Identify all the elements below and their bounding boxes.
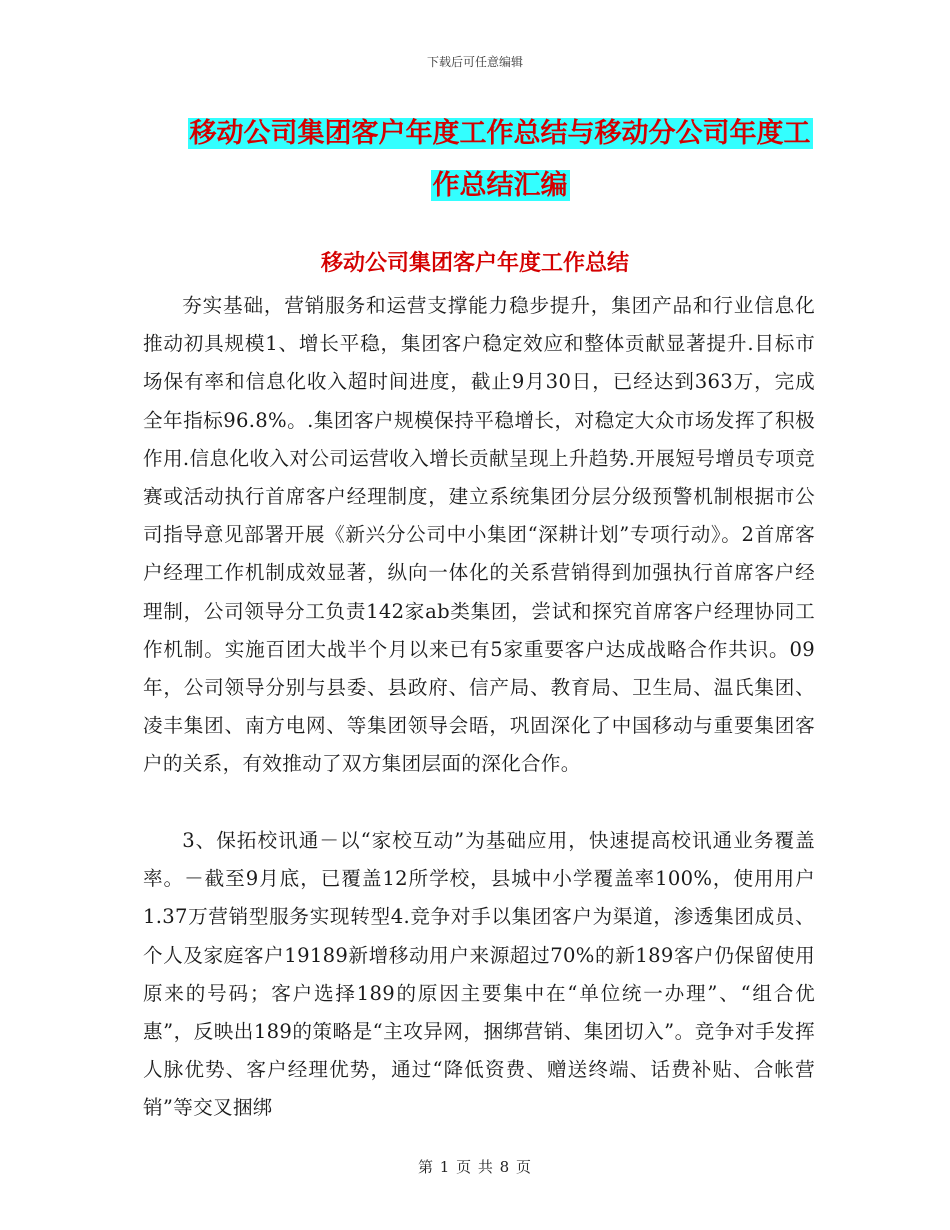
body-paragraph-1: 夯实基础，营销服务和运营支撑能力稳步提升，集团产品和行业信息化推动初具规模1、增长平稳，集团客户稳定效应和整体贡献显著提升.目标市场保有率和信息化收入超时间进度，截止9月30日，已经达到363万，完成全年指标96.8%。.集团客户规模保持平稳增长，对稳定大众市场发挥了积极作用.信息化收入对公司运营收入增长贡献呈现上升趋势.开展短号增员专项竞赛或活动执行首席客户经理制度，建立系统集团分层分级预警机制根据市公司指导意见部署开展《新兴分公司中小集团“深耕计划”专项行动》。2首席客户经理工作机制成效显著，纵向一体化的关系营销得到加强执行首席客户经理制，公司领导分工负责142家ab类集团，尝试和探究首席客户经理协同工作机制。实施百团大战半个月以来已有5家重要客户达成战略合作共识。09年，公司领导分别与县委、县政府、信产局、教育局、卫生局、温氏集团、凌丰集团、南方电网、等集团领导会晤，巩固深化了中国移动与重要集团客户的关系，有效推动了双方集团层面的深化合作。	[143, 294, 815, 776]
document-title-line2: 作总结汇编	[432, 170, 568, 201]
document-title	[180, 108, 820, 212]
section-title: 移动公司集团客户年度工作总结	[320, 250, 629, 276]
document-title-line1: 移动公司集团客户年度工作总结与移动分公司年度工	[189, 118, 811, 149]
page-header-note: 下载后可任意编辑	[426, 55, 523, 69]
page-number-footer: 第 1 页 共 8 页	[418, 1158, 532, 1176]
body-paragraph-2: 3、保拓校讯通－以“家校互动”为基础应用，快速提高校讯通业务覆盖率。－截至9月底，已覆盖12所学校，县城中小学覆盖率100%，使用用户1.37万营销型服务实现转型4.竞争对手以集团客户为渠道，渗透集团成员、个人及家庭客户19189新增移动用户来源超过70%的新189客户仍保留使用原来的号码；客户选择189的原因主要集中在“单位统一办理”、“组合优惠”，反映出189的策略是“主攻异网，捆绑营销、集团切入”。竞争对手发挥人脉优势、客户经理优势，通过“降低资费、赠送终端、话费补贴、合帐营销”等交叉捆绑	[143, 829, 815, 1120]
